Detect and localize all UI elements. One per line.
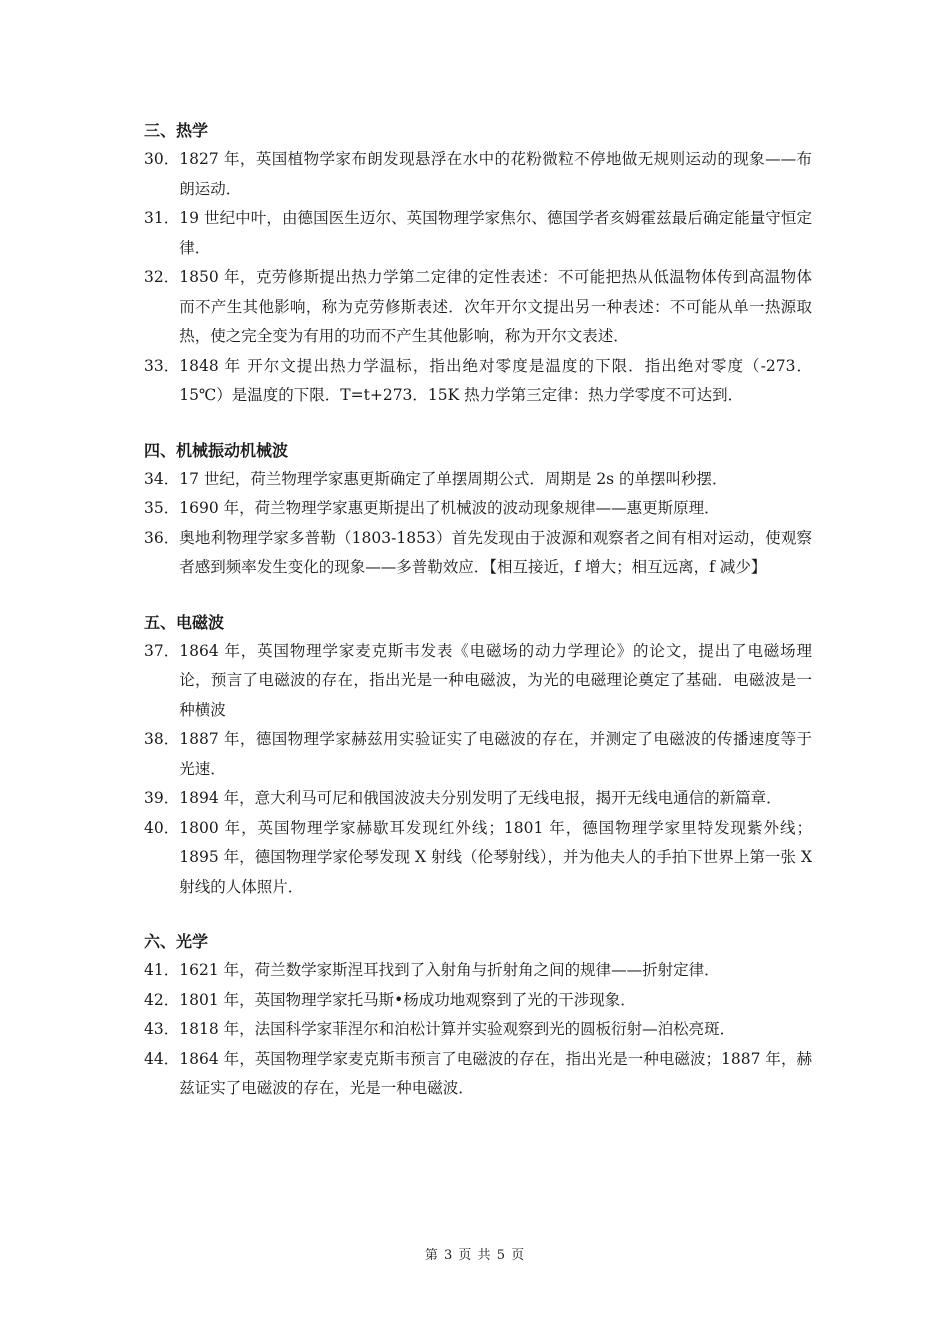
item-text: 1887 年，德国物理学家赫兹用实验证实了电磁波的存在，并测定了电磁波的传播速度等于光速． <box>179 730 812 778</box>
item-number: 42． <box>144 990 180 1009</box>
item-number: 39． <box>144 789 180 807</box>
list-item <box>144 725 812 784</box>
item-number: 34． <box>144 469 180 488</box>
item-text: 1864 年，英国物理学家麦克斯韦预言了电磁波的存在，指出光是一种电磁波；1887 年，赫兹证实了电磁波的存在，光是一种电磁波． <box>179 1049 812 1097</box>
section-thermodynamics <box>144 117 812 411</box>
list-item <box>144 524 812 583</box>
section-title: 三、热学 <box>144 121 209 140</box>
item-number: 41． <box>144 961 180 979</box>
list-item <box>144 145 812 204</box>
item-number: 35． <box>144 499 180 517</box>
section-title: 四、机械振动机械波 <box>144 440 289 460</box>
item-text: 1827 年，英国植物学家布朗发现悬浮在水中的花粉微粒不停地做无规则运动的现象——布朗运动． <box>179 150 812 198</box>
list-item <box>144 956 812 986</box>
list-item <box>144 784 812 814</box>
item-number: 43． <box>144 1020 180 1038</box>
section-mechanical-waves <box>144 437 812 583</box>
list-item <box>144 494 812 524</box>
item-number: 44． <box>144 1049 180 1068</box>
item-number: 32． <box>144 268 180 286</box>
item-number: 37． <box>144 641 180 660</box>
item-number: 33． <box>144 356 180 375</box>
item-text: 1801 年，英国物理学家托马斯•杨成功地观察到了光的干涉现象． <box>179 990 636 1009</box>
item-text: 1864 年，英国物理学家麦克斯韦发表《电磁场的动力学理论》的论文，提出了电磁场理论，预言了电磁波的存在，指出光是一种电磁波，为光的电磁理论奠定了基础．电磁波是一种横波 <box>179 641 812 719</box>
section-electromagnetic-waves <box>144 609 812 903</box>
list-item <box>144 204 812 263</box>
item-text: 1818 年，法国科学家菲涅尔和泊松计算并实验观察到光的圆板衍射—泊松亮斑． <box>179 1020 736 1038</box>
list-item <box>144 465 812 495</box>
list-item <box>144 1015 812 1045</box>
list-item <box>144 986 812 1016</box>
item-text: 1894 年，意大利马可尼和俄国波波夫分别发明了无线电报，揭开无线电通信的新篇章． <box>179 789 782 807</box>
list-item <box>144 263 812 352</box>
list-item <box>144 352 812 411</box>
item-number: 36． <box>144 528 180 547</box>
item-text: 1690 年，荷兰物理学家惠更斯提出了机械波的波动现象规律——惠更斯原理． <box>179 499 720 517</box>
list-item <box>144 814 812 903</box>
list-item <box>144 637 812 726</box>
item-text: 奥地利物理学家多普勒（1803-1853）首先发现由于波源和观察者之间有相对运动，使观察者感到频率发生变化的现象——多普勒效应．【相互接近，f 增大；相互远离，f 减少】 <box>179 528 812 576</box>
page-number-footer: 第 3 页 共 5 页 <box>424 1248 526 1263</box>
item-text: 1621 年，荷兰数学家斯涅耳找到了入射角与折射角之间的规律——折射定律． <box>179 961 720 979</box>
item-text: 1850 年，克劳修斯提出热力学第二定律的定性表述：不可能把热从低温物体传到高温物体而不产生其他影响，称为克劳修斯表述．次年开尔文提出另一种表述：不可能从单一热源取热，使之完全变为有用的功而不产生其他影响，称为开尔文表述． <box>179 268 812 345</box>
item-text: 17 世纪，荷兰物理学家惠更斯确定了单摆周期公式．周期是 2s 的单摆叫秒摆． <box>179 469 728 488</box>
section-optics <box>144 928 812 1104</box>
item-text: 19 世纪中叶，由德国医生迈尔、英国物理学家焦尔、德国学者亥姆霍兹最后确定能量守恒定律． <box>179 209 812 257</box>
section-title: 六、光学 <box>144 932 209 951</box>
section-title: 五、电磁波 <box>144 612 225 632</box>
item-number: 38． <box>144 730 180 748</box>
item-text: 1848 年 开尔文提出热力学温标，指出绝对零度是温度的下限．指出绝对零度（-273．15℃）是温度的下限．T=t+273．15K 热力学第三定律：热力学零度不可达到． <box>179 356 812 404</box>
item-number: 31． <box>144 209 180 227</box>
list-item <box>144 1045 812 1104</box>
item-number: 40． <box>144 818 180 837</box>
page-content <box>144 117 812 1104</box>
item-number: 30． <box>144 150 180 168</box>
item-text: 1800 年，英国物理学家赫歇耳发现红外线；1801 年，德国物理学家里特发现紫外线；1895 年，德国物理学家伦琴发现 X 射线（伦琴射线），并为他夫人的手拍下世界上第一张 X 射线的人体照片． <box>179 818 812 896</box>
